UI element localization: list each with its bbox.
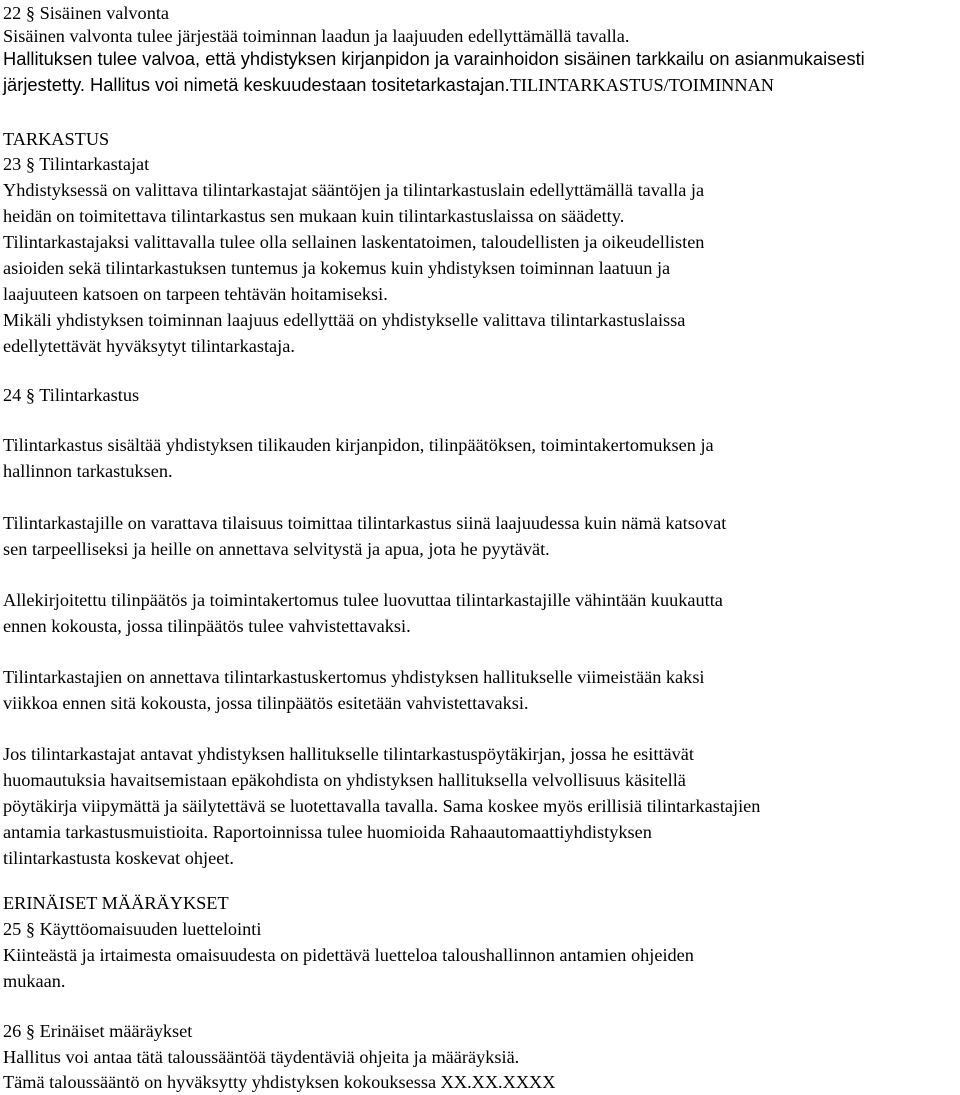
paragraph-line: Tilintarkastajille on varattava tilaisuus toimittaa tilintarkastus siinä laajuudessa kuin nämä katsovat (3, 513, 727, 533)
paragraph-line: antamia tarkastusmuistioita. Raportoinnissa tulee huomioida Rahaautomaattiyhdistyksen (3, 822, 652, 842)
paragraph-line: Jos tilintarkastajat antavat yhdistyksen hallitukselle tilintarkastuspöytäkirjan, jossa he esittävät (3, 744, 694, 764)
paragraph-line: Allekirjoitettu tilinpäätös ja toimintakertomus tulee luovuttaa tilintarkastajille vähintään kuukautta (3, 590, 723, 610)
paragraph-line: Tilintarkastus sisältää yhdistyksen tilikauden kirjanpidon, tilinpäätöksen, toimintakertomuksen ja (3, 435, 714, 455)
section-23-heading: 23 § Tilintarkastajat (3, 154, 150, 174)
paragraph-line: Tilintarkastajaksi valittavalla tulee olla sellainen laskentatoimen, taloudellisten ja oikeudellisten (3, 232, 705, 252)
paragraph-line: mukaan. (3, 971, 66, 991)
chapter-title: ERINÄISET MÄÄRÄYKSET (3, 893, 229, 913)
section-22-line: Hallituksen tulee valvoa, että yhdistyksen kirjanpidon ja varainhoidon sisäinen tarkkailu on asianmukaisesti (3, 48, 865, 69)
paragraph-line: tilintarkastusta koskevat ohjeet. (3, 848, 234, 868)
paragraph-line: Mikäli yhdistyksen toiminnan laajuus edellyttää on yhdistykselle valittava tilintarkastuslaissa (3, 310, 686, 330)
section-22-line (3, 72, 774, 98)
paragraph-line: sen tarpeelliseksi ja heille on annettava selvitystä ja apua, jota he pyytävät. (3, 539, 550, 559)
paragraph-line: pöytäkirja viipymättä ja säilytettävä se luotettavalla tavalla. Sama koskee myös erillisiä tilintarkastajien (3, 796, 761, 816)
paragraph-line: laajuuteen katsoen on tarpeen tehtävän hoitamiseksi. (3, 284, 388, 304)
paragraph-line: Hallitus voi antaa tätä taloussääntöä täydentäviä ohjeita ja määräyksiä. (3, 1047, 520, 1067)
paragraph-line: edellytettävät hyväksytyt tilintarkastaja. (3, 336, 295, 356)
paragraph-line: asioiden sekä tilintarkastuksen tuntemus ja kokemus kuin yhdistyksen toiminnan laatuun ja (3, 258, 671, 278)
section-heading-tilintarkastus: TILINTARKASTUS/TOIMINNAN (509, 75, 774, 95)
paragraph-line: Tämä taloussääntö on hyväksytty yhdistyksen kokouksessa XX.XX.XXXX (3, 1072, 556, 1092)
section-22-line: Sisäinen valvonta tulee järjestää toiminnan laadun ja laajuuden edellyttämällä tavalla. (3, 26, 630, 46)
paragraph-line: Tilintarkastajien on annettava tilintarkastuskertomus yhdistyksen hallitukselle viimeistään kaksi (3, 667, 705, 687)
section-heading-tarkastus: TARKASTUS (3, 129, 110, 149)
section-25-heading: 25 § Käyttöomaisuuden luettelointi (3, 919, 262, 939)
section-26-heading: 26 § Erinäiset määräykset (3, 1021, 193, 1041)
section-22-heading: 22 § Sisäinen valvonta (3, 3, 170, 23)
paragraph-line: viikkoa ennen sitä kokousta, jossa tilinpäätös esitetään vahvistettavaksi. (3, 693, 529, 713)
paragraph-line: huomautuksia havaitsemistaan epäkohdista on yhdistyksen hallituksella velvollisuus käsitellä (3, 770, 686, 790)
paragraph-line: Yhdistyksessä on valittava tilintarkastajat sääntöjen ja tilintarkastuslain edellyttämällä tavalla ja (3, 180, 705, 200)
paragraph-line: ennen kokousta, jossa tilinpäätös tulee vahvistettavaksi. (3, 616, 411, 636)
section-24-heading: 24 § Tilintarkastus (3, 385, 140, 405)
paragraph-line: hallinnon tarkastuksen. (3, 461, 173, 481)
section-22-text: järjestetty. Hallitus voi nimetä keskuudestaan tositetarkastajan. (3, 74, 510, 95)
paragraph-line: heidän on toimitettava tilintarkastus sen mukaan kuin tilintarkastuslaissa on säädetty. (3, 206, 625, 226)
paragraph-line: Kiinteästä ja irtaimesta omaisuudesta on pidettävä luetteloa taloushallinnon antamien ohjeiden (3, 945, 694, 965)
